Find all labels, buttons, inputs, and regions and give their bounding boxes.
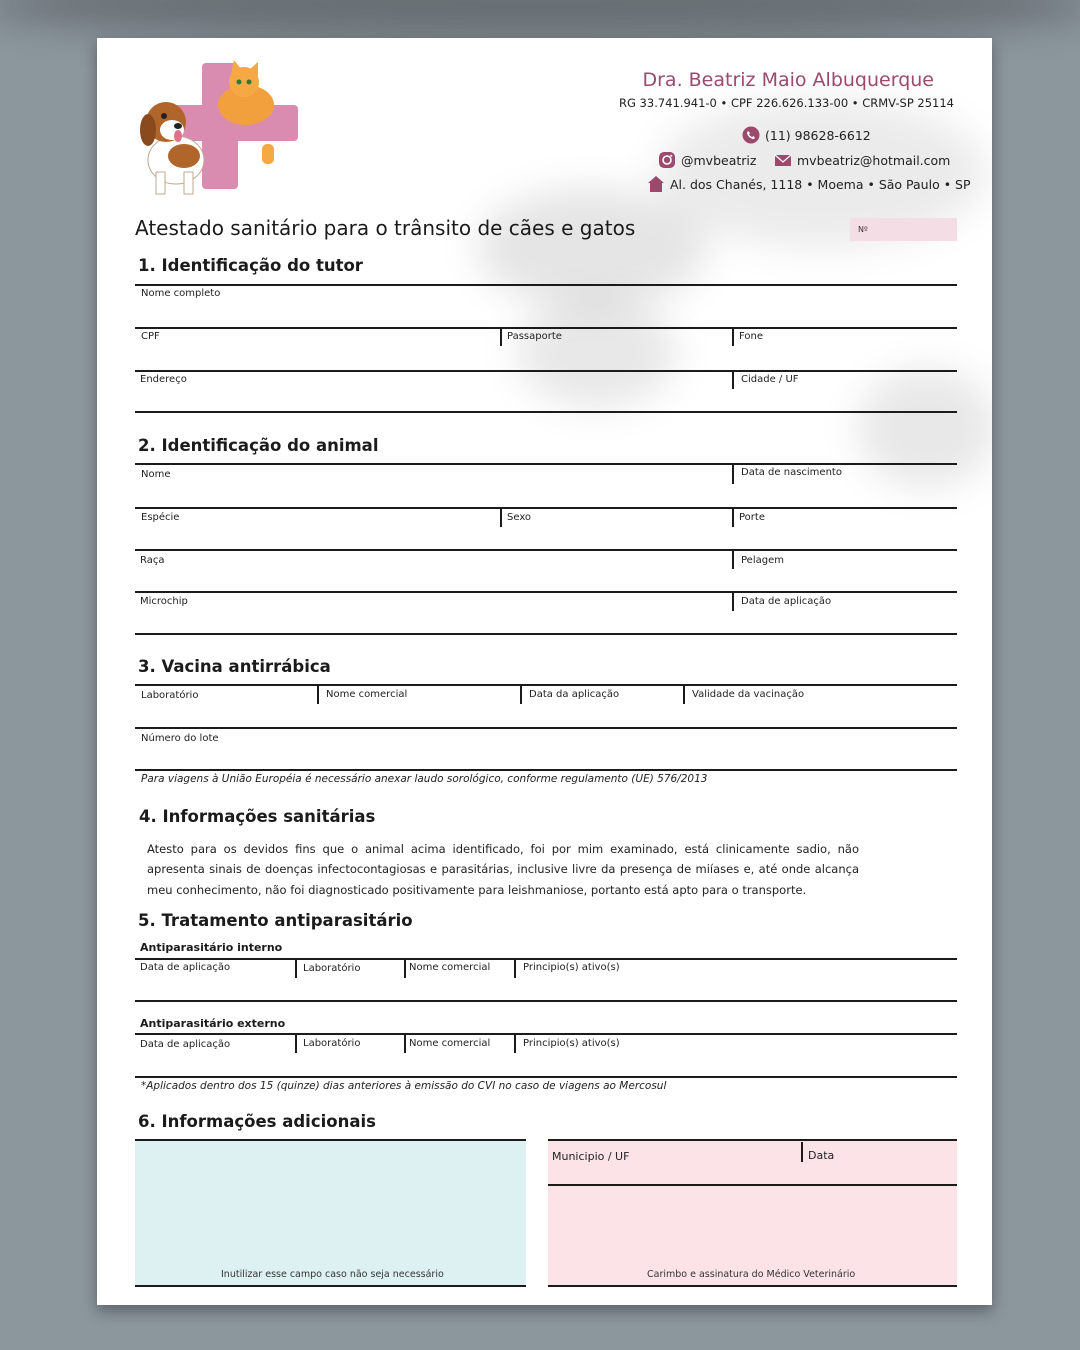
note-mercosul: *Aplicados dentro dos 15 (quinze) dias anteriores à emissão do CVI no caso de viagens ao Mercosul: [141, 1080, 667, 1092]
divider: [500, 328, 502, 346]
divider: [135, 549, 957, 551]
divider: [548, 1139, 957, 1141]
field-interno-data-aplicacao[interactable]: Data de aplicação: [140, 962, 231, 973]
field-interno-laboratorio[interactable]: Laboratório: [303, 963, 361, 974]
divider: [801, 1142, 803, 1162]
field-interno-principio[interactable]: Principio(s) ativo(s): [523, 962, 620, 973]
field-porte[interactable]: Porte: [739, 512, 765, 523]
phone-number: (11) 98628-6612: [765, 127, 871, 143]
dog-cat-cross-logo: [134, 60, 300, 200]
divider: [404, 1034, 406, 1053]
divider: [732, 550, 734, 569]
email-address: mvbeatriz@hotmail.com: [797, 152, 951, 168]
field-externo-data-aplicacao[interactable]: Data de aplicação: [140, 1039, 231, 1050]
document-title: Atestado sanitário para o trânsito de cães e gatos: [135, 216, 636, 240]
field-externo-nome-comercial[interactable]: Nome comercial: [409, 1038, 491, 1049]
divider: [135, 1139, 526, 1141]
address: Al. dos Chanés, 1118 • Moema • São Paulo • SP: [670, 176, 971, 192]
field-externo-laboratorio[interactable]: Laboratório: [303, 1038, 361, 1049]
divider: [135, 727, 957, 729]
field-fone[interactable]: Fone: [739, 331, 764, 342]
divider: [295, 959, 297, 978]
leaf-shadow: [857, 368, 992, 488]
section-title-informacoes-adicionais: 6. Informações adicionais: [138, 1112, 376, 1131]
section-title-tutor: 1. Identificação do tutor: [138, 256, 363, 275]
field-cidade-uf[interactable]: Cidade / UF: [741, 374, 799, 385]
instagram-contact: [658, 151, 756, 169]
background-shadow: [0, 0, 1080, 40]
divider: [135, 327, 957, 329]
field-cpf[interactable]: CPF: [141, 331, 160, 342]
divider: [135, 958, 957, 960]
divider: [683, 685, 685, 704]
leaf-shadow: [477, 188, 707, 308]
field-municipio-uf[interactable]: Municipio / UF: [552, 1150, 630, 1163]
doctor-registration: RG 33.741.941-0 • CPF 226.626.133-00 • CRMV-SP 25114: [619, 96, 954, 110]
divider: [520, 685, 522, 704]
divider: [135, 591, 957, 593]
divider: [732, 328, 734, 346]
section-title-tratamento: 5. Tratamento antiparasitário: [138, 911, 413, 930]
divider: [404, 959, 406, 978]
signature-caption: Carimbo e assinatura do Médico Veterinário: [647, 1269, 856, 1280]
divider: [135, 1076, 957, 1078]
home-icon: [647, 175, 665, 193]
certificate-page: [97, 38, 992, 1305]
divider: [135, 633, 957, 635]
divider: [135, 1033, 957, 1035]
field-sexo[interactable]: Sexo: [507, 512, 532, 523]
field-data-nascimento[interactable]: Data de nascimento: [741, 467, 842, 478]
field-raca[interactable]: Raça: [140, 555, 165, 566]
whatsapp-icon: [742, 126, 760, 144]
divider: [135, 507, 957, 509]
divider: [295, 1034, 297, 1053]
additional-info-caption: Inutilizar esse campo caso não seja necessário: [221, 1269, 444, 1280]
divider: [135, 769, 957, 771]
divider: [732, 508, 734, 527]
divider: [732, 464, 734, 484]
sanitary-statement: Atesto para os devidos fins que o animal acima identificado, foi por mim examinado, está clinicamente sadio, não apresenta sinais de doenças infectocontagiosas e parasitárias, inclusive livre da presença de miíases e, até onde alcança meu conhecimento, não foi diagnosticado positivamente para leishmaniose, portanto está apto para o transporte.: [147, 842, 859, 897]
subsection-antiparasitario-externo: Antiparasitário externo: [140, 1017, 286, 1030]
field-laboratorio-vacina[interactable]: Laboratório: [141, 690, 199, 701]
field-nome-animal[interactable]: Nome: [141, 469, 171, 480]
instagram-icon: [658, 151, 676, 169]
divider: [514, 1034, 516, 1053]
section-title-animal: 2. Identificação do animal: [138, 436, 379, 455]
doctor-name: Dra. Beatriz Maio Albuquerque: [642, 69, 934, 91]
divider: [135, 370, 957, 372]
address-contact: [647, 175, 971, 193]
phone-contact: [742, 126, 871, 144]
field-numero-lote[interactable]: Número do lote: [141, 733, 219, 744]
divider: [135, 684, 957, 686]
divider: [548, 1285, 957, 1287]
field-endereco[interactable]: Endereço: [140, 374, 187, 385]
divider: [135, 1285, 526, 1287]
divider: [732, 371, 734, 389]
instagram-handle: @mvbeatriz: [681, 152, 757, 168]
divider: [732, 592, 734, 611]
mail-icon: [774, 151, 792, 169]
field-pelagem[interactable]: Pelagem: [741, 555, 784, 566]
document-number-label: Nº: [858, 225, 868, 234]
divider: [514, 959, 516, 978]
document-number-field[interactable]: [850, 218, 957, 241]
divider: [135, 1000, 957, 1002]
note-uniao-europeia: Para viagens à União Européia é necessário anexar laudo sorológico, conforme regulamento (UE) 576/2013: [141, 773, 708, 785]
field-nome-completo[interactable]: Nome completo: [141, 288, 221, 299]
field-validade-vacina[interactable]: Validade da vacinação: [692, 689, 805, 700]
subsection-antiparasitario-interno: Antiparasitário interno: [140, 941, 283, 954]
section-title-informacoes-sanitarias: 4. Informações sanitárias: [139, 807, 376, 826]
field-microchip[interactable]: Microchip: [140, 596, 188, 607]
field-especie[interactable]: Espécie: [141, 512, 180, 523]
divider: [135, 411, 957, 413]
divider: [135, 463, 957, 465]
section-title-vacina: 3. Vacina antirrábica: [138, 657, 331, 676]
field-passaporte[interactable]: Passaporte: [507, 331, 562, 342]
field-data-aplicacao-chip[interactable]: Data de aplicação: [741, 596, 832, 607]
leaf-shadow: [517, 298, 677, 408]
field-data[interactable]: Data: [808, 1149, 835, 1162]
divider: [548, 1184, 957, 1186]
divider: [500, 508, 502, 527]
divider: [135, 284, 957, 286]
email-contact: [774, 151, 950, 169]
additional-info-field[interactable]: [135, 1141, 526, 1287]
divider: [317, 685, 319, 704]
field-data-aplicacao-vacina[interactable]: Data da aplicação: [529, 689, 620, 700]
field-externo-principio[interactable]: Principio(s) ativo(s): [523, 1038, 620, 1049]
field-nome-comercial-vacina[interactable]: Nome comercial: [326, 689, 408, 700]
field-interno-nome-comercial[interactable]: Nome comercial: [409, 962, 491, 973]
